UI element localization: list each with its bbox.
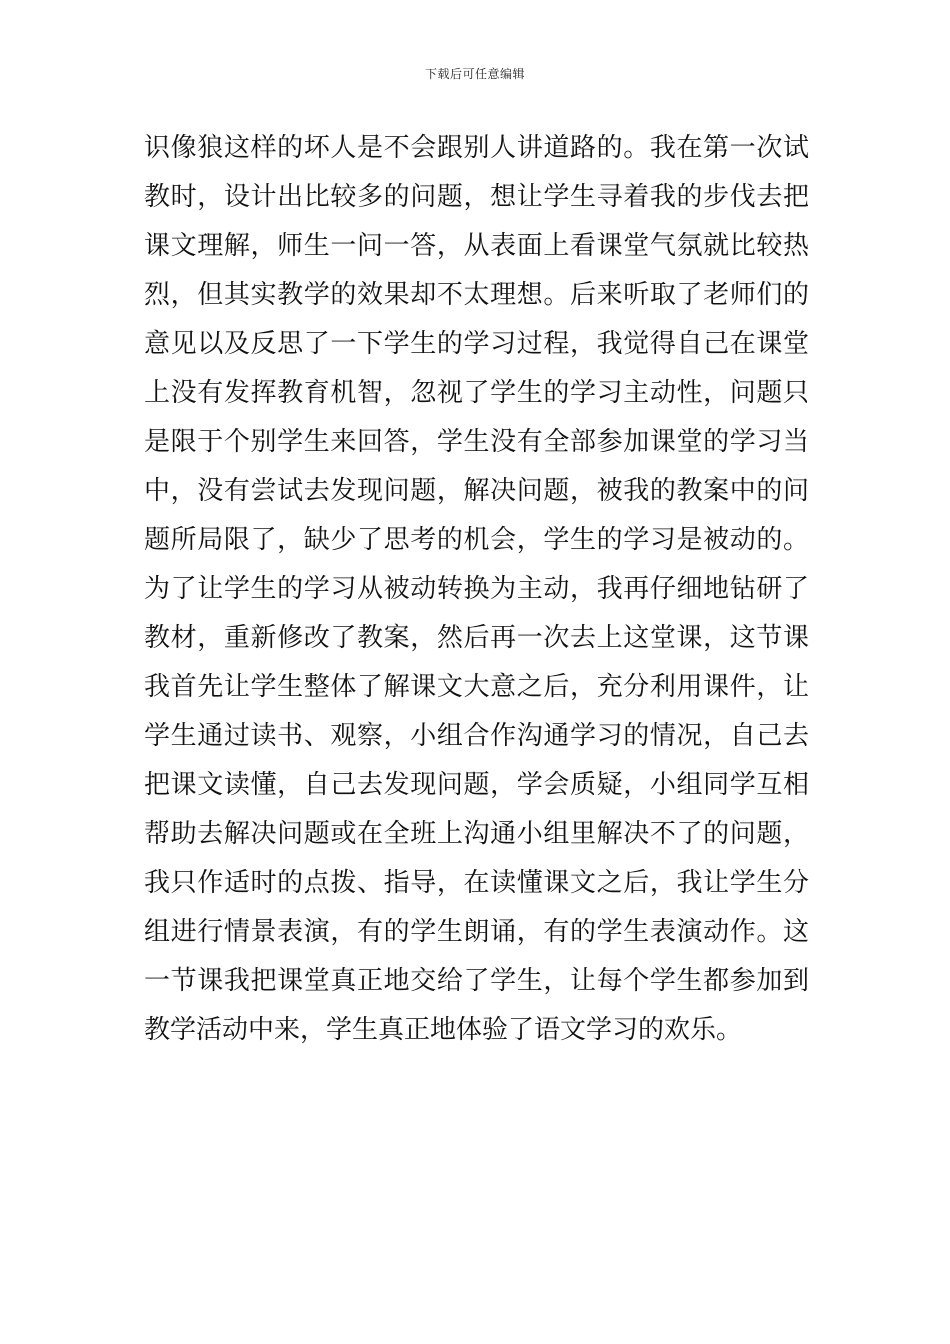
text-line: 组进行情景表演，有的学生朗诵，有的学生表演动作。这 (144, 917, 809, 947)
text-line: 我首先让学生整体了解课文大意之后，充分利用课件，让 (144, 672, 809, 702)
text-line: 中，没有尝试去发现问题，解决问题，被我的教案中的问 (144, 476, 809, 506)
text-line: 是限于个别学生来回答，学生没有全部参加课堂的学习当 (144, 427, 809, 457)
text-line: 上没有发挥教育机智，忽视了学生的学习主动性，问题只 (144, 378, 809, 408)
text-line: 一节课我把课堂真正地交给了学生，让每个学生都参加到 (144, 966, 809, 996)
text-line: 识像狼这样的坏人是不会跟别人讲道路的。我在第一次试 (144, 133, 809, 163)
text-line: 教材，重新修改了教案，然后再一次去上这堂课，这节课 (144, 623, 809, 653)
text-line: 把课文读懂，自己去发现问题，学会质疑，小组同学互相 (144, 770, 809, 800)
text-line: 帮助去解决问题或在全班上沟通小组里解决不了的问题， (144, 819, 809, 849)
body-paragraph (144, 124, 809, 1055)
text-line: 意见以及反思了一下学生的学习过程，我觉得自己在课堂 (144, 329, 809, 359)
text-line: 教学活动中来，学生真正地体验了语文学习的欢乐。 (144, 1015, 743, 1045)
text-line: 我只作适时的点拨、指导，在读懂课文之后，我让学生分 (144, 868, 809, 898)
text-line: 烈，但其实教学的效果却不太理想。后来听取了老师们的 (144, 280, 809, 310)
text-line: 教时，设计出比较多的问题，想让学生寻着我的步伐去把 (144, 182, 809, 212)
page-header: 下载后可任意编辑 (424, 67, 525, 81)
text-line: 题所局限了，缺少了思考的机会，学生的学习是被动的。 (144, 525, 809, 555)
text-line: 为了让学生的学习从被动转换为主动，我再仔细地钻研了 (144, 574, 809, 604)
text-line: 学生通过读书、观察，小组合作沟通学习的情况，自己去 (144, 721, 809, 751)
text-line: 课文理解，师生一问一答，从表面上看课堂气氛就比较热 (144, 231, 809, 261)
